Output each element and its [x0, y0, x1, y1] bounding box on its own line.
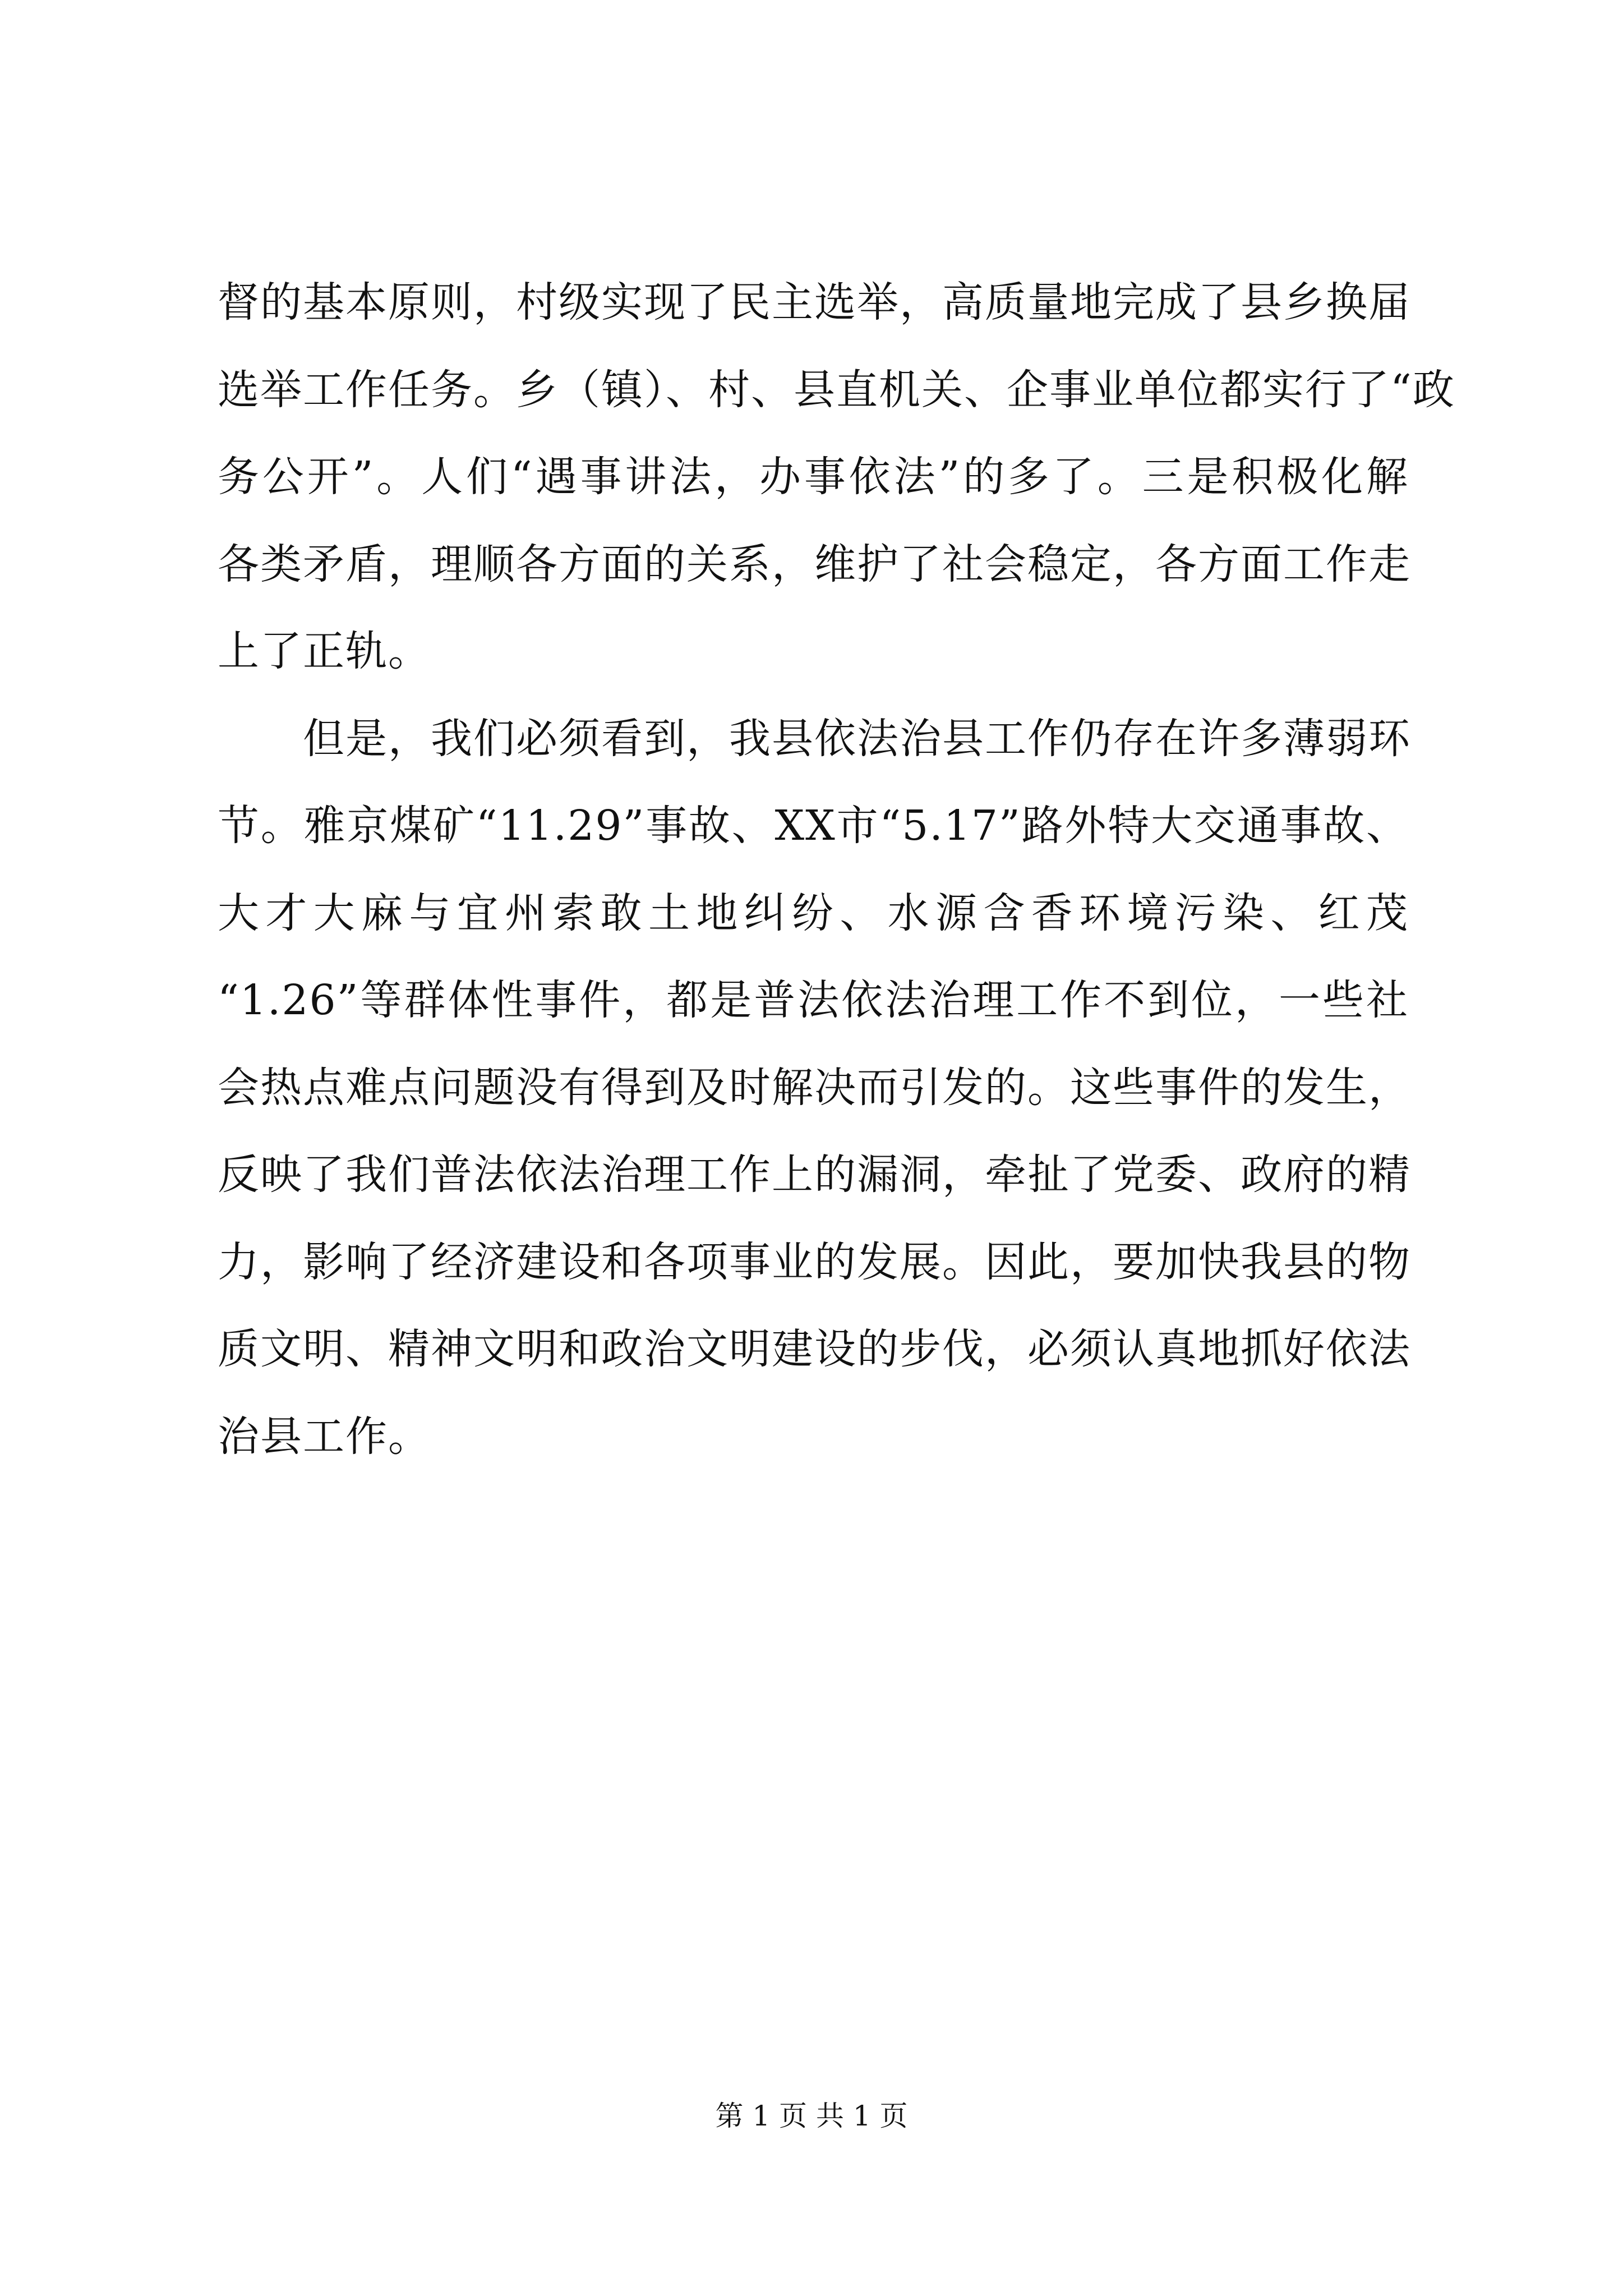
text-line: 治县工作。	[218, 1412, 431, 1461]
text-line: 上了正轨。	[218, 627, 431, 675]
text-line: 质文明、精神文明和政治文明建设的步伐，必须认真地抓好依法	[218, 1325, 1411, 1373]
text-line: 节。雅京煤矿“11.29”事故、XX市“5.17”路外特大交通事故、	[218, 802, 1409, 850]
text-line: 反映了我们普法依法治理工作上的漏洞，牵扯了党委、政府的精	[218, 1151, 1411, 1199]
text-line: 选举工作任务。乡（镇）、村、县直机关、企事业单位都实行了“政	[218, 365, 1455, 414]
text-line: “1.26”等群体性事件，都是普法依法治理工作不到位，一些社	[218, 976, 1409, 1024]
text-line: 务公开”。人们“遇事讲法，办事依法”的多了。三是积极化解	[218, 453, 1409, 501]
page-number-footer: 第 1 页 共 1 页	[715, 2100, 908, 2132]
text-line: 各类矛盾，理顺各方面的关系，维护了社会稳定，各方面工作走	[218, 540, 1411, 588]
text-line: 但是，我们必须看到，我县依法治县工作仍存在许多薄弱环	[218, 714, 1411, 763]
text-line: 大才大麻与宜州索敢土地纠纷、水源含香环境污染、红茂	[218, 889, 1409, 937]
body-text	[218, 259, 1455, 1480]
text-line: 督的基本原则，村级实现了民主选举，高质量地完成了县乡换届	[218, 278, 1411, 326]
text-line: 会热点难点问题没有得到及时解决而引发的。这些事件的发生，	[218, 1063, 1411, 1112]
text-line: 力，影响了经济建设和各项事业的发展。因此，要加快我县的物	[218, 1237, 1411, 1286]
